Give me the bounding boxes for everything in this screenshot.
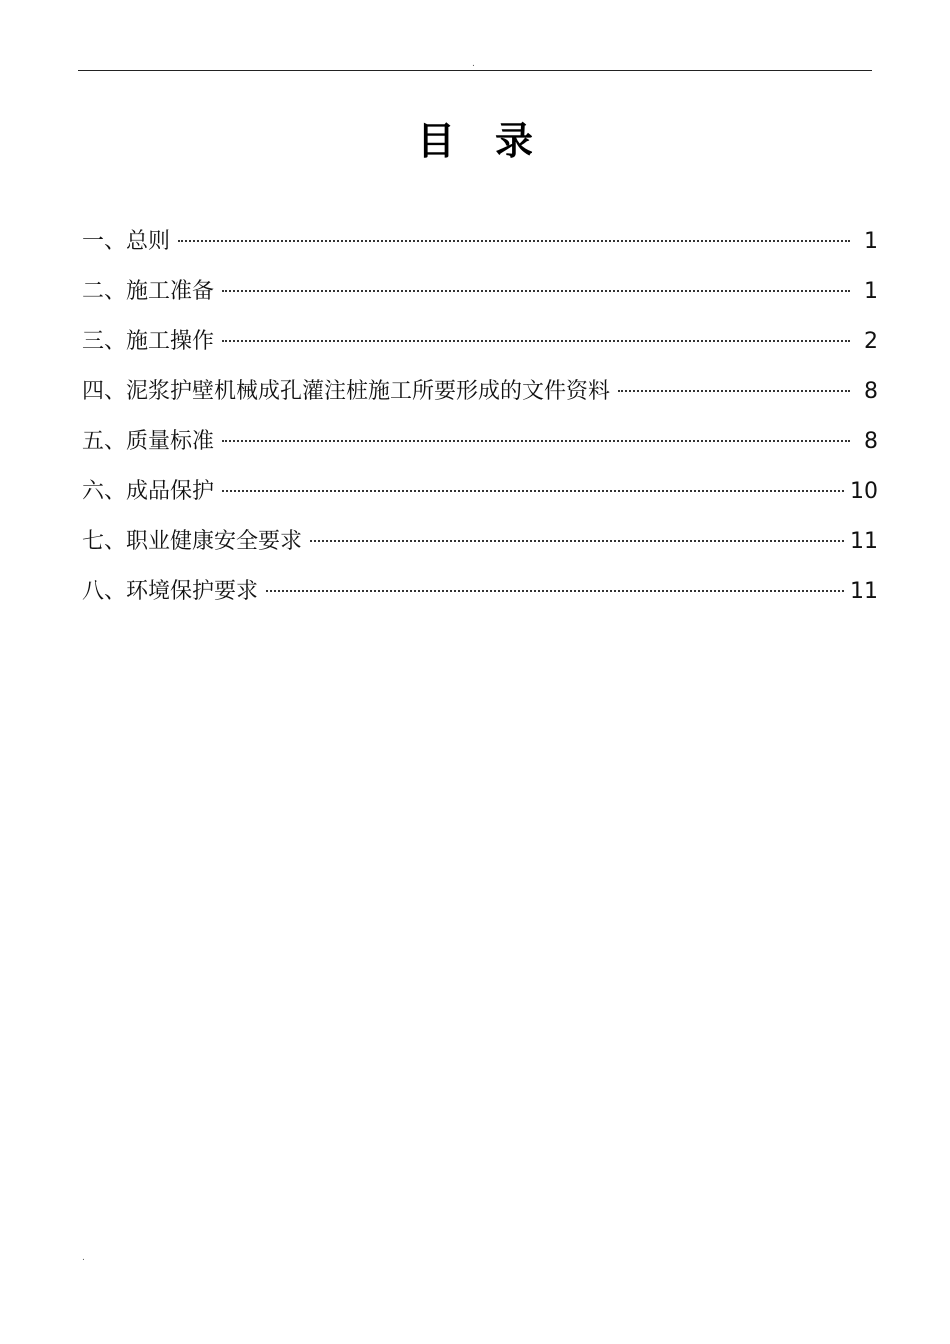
toc-item-3[interactable] bbox=[82, 322, 878, 372]
toc-leader bbox=[222, 490, 844, 492]
toc-item-number: 四、 bbox=[82, 379, 127, 404]
toc-item-title: 质量标准 bbox=[126, 429, 215, 454]
toc-item-number: 七、 bbox=[82, 529, 127, 554]
toc-item-page: 2 bbox=[864, 329, 878, 354]
toc-item-title: 成品保护 bbox=[126, 479, 215, 504]
toc-item-page: 1 bbox=[864, 279, 878, 304]
toc-leader bbox=[266, 590, 844, 592]
toc-item-page: 11 bbox=[850, 529, 878, 554]
toc-leader bbox=[222, 290, 850, 292]
toc-item-page: 8 bbox=[864, 429, 878, 454]
toc-item-4[interactable] bbox=[82, 372, 878, 422]
footer-mark: . bbox=[82, 1253, 85, 1263]
toc-item-number: 五、 bbox=[82, 429, 127, 454]
toc-leader bbox=[222, 440, 850, 442]
toc-item-number: 一、 bbox=[82, 229, 127, 254]
toc-item-number: 三、 bbox=[82, 329, 127, 354]
page-title: 目录 bbox=[416, 119, 573, 164]
toc-leader bbox=[222, 340, 850, 342]
toc-item-page: 8 bbox=[864, 379, 878, 404]
toc-item-2[interactable] bbox=[82, 272, 878, 322]
toc-item-title: 职业健康安全要求 bbox=[126, 529, 303, 554]
toc-item-title: 总则 bbox=[126, 229, 171, 254]
header-mark: . bbox=[472, 59, 475, 69]
toc-leader bbox=[310, 540, 844, 542]
toc-item-page: 10 bbox=[850, 479, 878, 504]
toc-item-page: 11 bbox=[850, 579, 878, 604]
toc-leader bbox=[178, 240, 850, 242]
toc-item-page: 1 bbox=[864, 229, 878, 254]
toc-item-1[interactable] bbox=[82, 222, 878, 272]
toc-item-title: 环境保护要求 bbox=[126, 579, 259, 604]
toc-item-title: 施工准备 bbox=[126, 279, 215, 304]
toc-item-7[interactable] bbox=[82, 522, 878, 572]
table-of-contents bbox=[82, 222, 878, 622]
toc-leader bbox=[618, 390, 850, 392]
toc-item-6[interactable] bbox=[82, 472, 878, 522]
toc-item-number: 八、 bbox=[82, 579, 127, 604]
header-rule bbox=[78, 70, 872, 71]
toc-item-title: 泥浆护壁机械成孔灌注桩施工所要形成的文件资料 bbox=[126, 379, 611, 404]
toc-item-number: 二、 bbox=[82, 279, 127, 304]
toc-item-number: 六、 bbox=[82, 479, 127, 504]
toc-item-title: 施工操作 bbox=[126, 329, 215, 354]
toc-item-5[interactable] bbox=[82, 422, 878, 472]
toc-item-8[interactable] bbox=[82, 572, 878, 622]
